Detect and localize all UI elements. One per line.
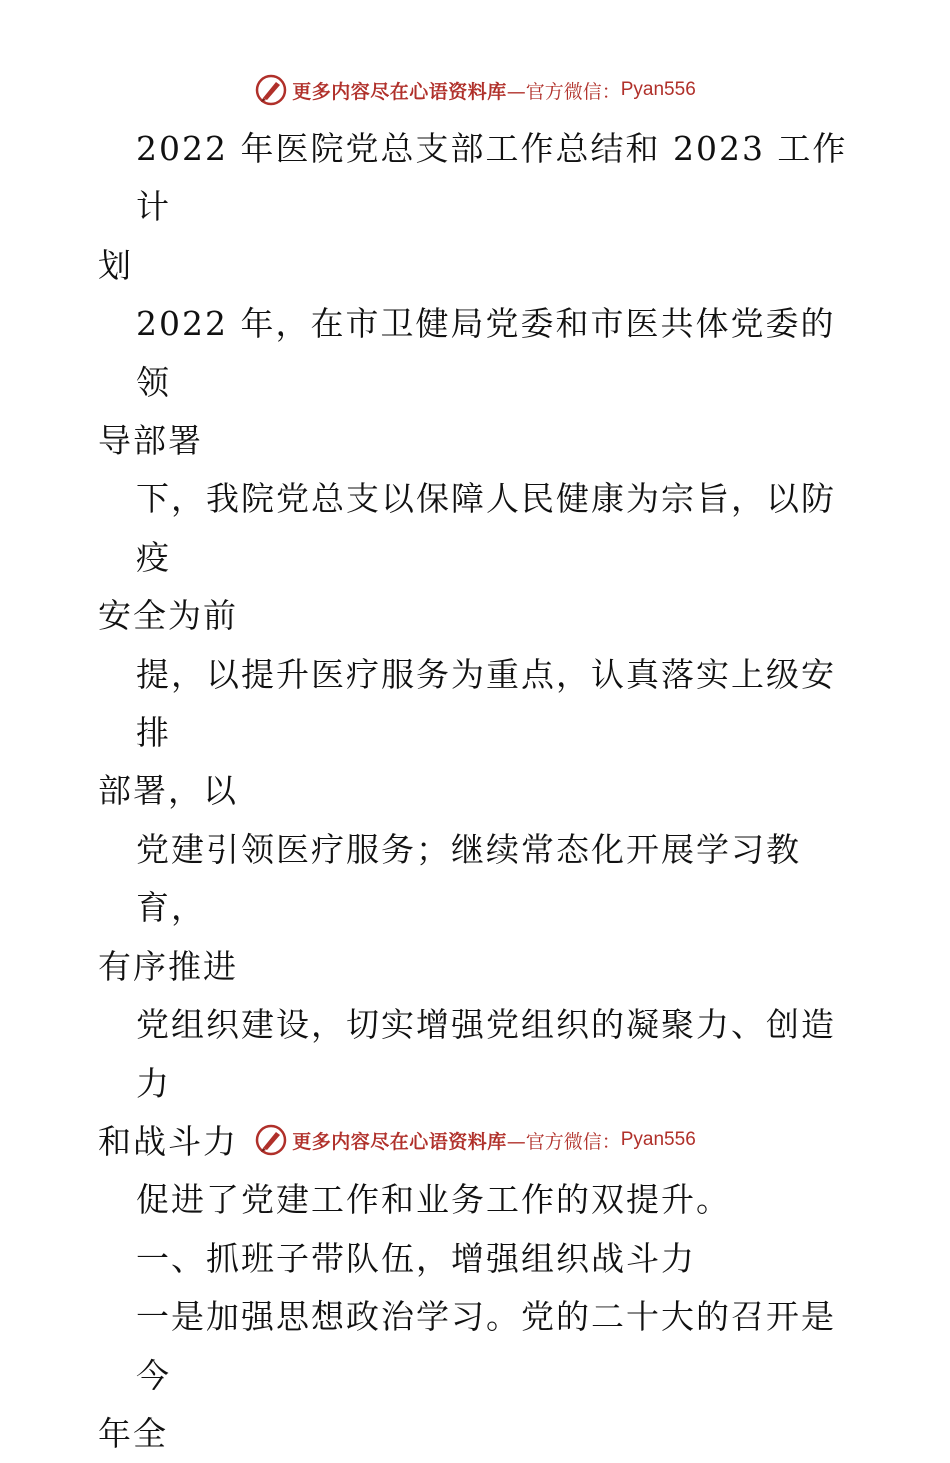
watermark-wechat-id: Pyan556 [620,79,696,100]
text-line: 下，我院党总支以保障人民健康为宗旨，以防疫 [136,479,836,577]
header-watermark [0,70,950,110]
text-line: 导部署 [98,421,203,461]
pen-logo-icon [254,1123,288,1157]
watermark-wechat-id: Pyan556 [620,1129,696,1150]
text-line: 2022 年，在市卫健局党委和市医共体党委的领 [136,304,836,402]
text-line: 提，以提升医疗服务为重点，认真落实上级安排 [136,654,836,753]
watermark-separator: —官方微信： [506,80,621,103]
text-line: 一、抓班子带队伍，增强组织战斗力 [136,1238,696,1278]
watermark-separator: —官方微信： [506,1130,621,1153]
pen-logo-icon [254,73,288,107]
text-line: 一是加强思想政治学习。党的二十大的召开是今 [136,1297,836,1395]
watermark-text: 更多内容尽在心语资料库 [292,80,507,103]
text-line: 促进了党建工作和业务工作的双提升。 [136,1180,731,1220]
text-line: 党建引领医疗服务；继续常态化开展学习教育， [136,829,801,928]
footer-watermark [0,1120,950,1160]
text-line: 年全 [98,1413,168,1453]
text-line: 党组织建设，切实增强党组织的凝聚力、创造力 [136,1005,836,1103]
document-body [98,120,858,1463]
text-line: 部署，以 [98,771,238,811]
watermark-text: 更多内容尽在心语资料库 [292,1130,507,1153]
text-line: 安全为前 [98,596,238,636]
text-line: 和战斗力 [98,1121,238,1161]
text-line: 划 [98,245,133,285]
text-line: 2022 年医院党总支部工作总结和 2023 工作计 [136,129,848,227]
text-line: 有序推进 [98,946,238,986]
